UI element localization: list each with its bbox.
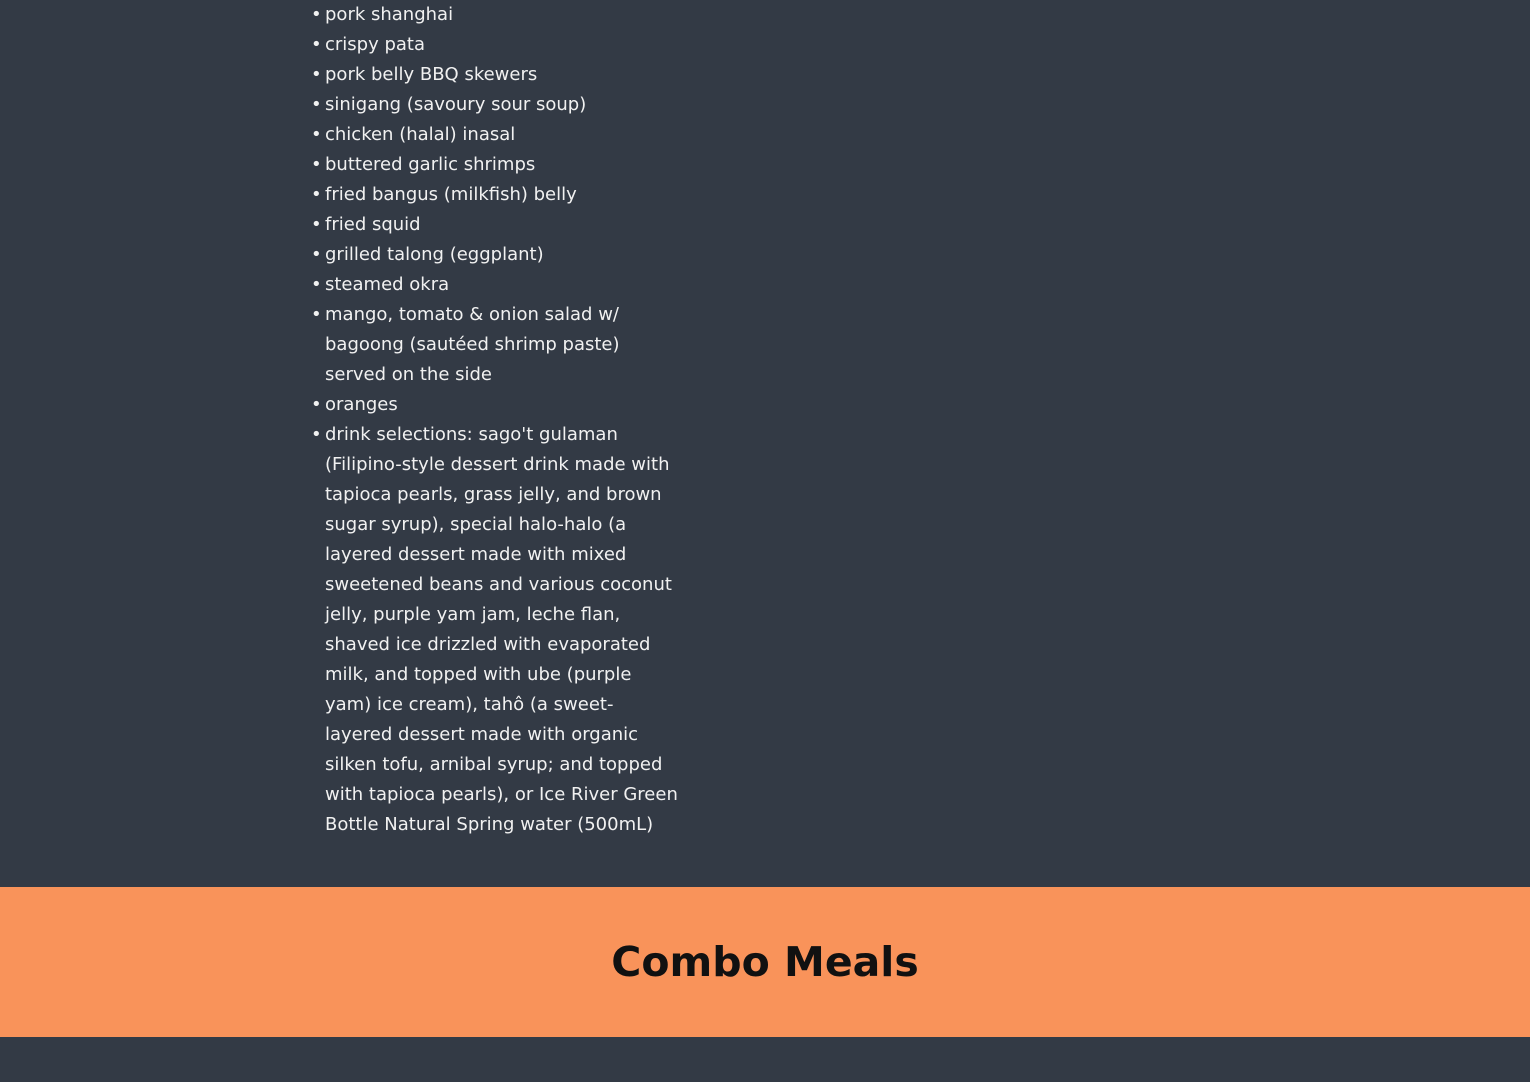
menu-item-fried-squid: [309, 210, 679, 240]
combo-meals-heading: Combo Meals: [611, 937, 919, 986]
menu-item-chicken-inasal: [309, 120, 679, 150]
menu-item-mango-salad: [309, 300, 679, 390]
menu-item-drink-selections: [309, 420, 679, 840]
bullet-icon: •: [311, 154, 322, 175]
menu-item-pork-shanghai: [309, 0, 679, 30]
menu-item-list: [309, 0, 679, 840]
bullet-icon: •: [311, 34, 322, 55]
combo-meals-banner: [0, 887, 1530, 1037]
bullet-icon: •: [311, 244, 322, 265]
menu-item-oranges: [309, 390, 679, 420]
menu-item-label: buttered garlic shrimps: [325, 154, 536, 175]
menu-item-label: drink selections: sago't gulaman (Filipino-style dessert drink made with tapioca pearls, grass jelly, and brown sugar syrup), special halo-halo (a layered dessert made with mixed sweetened beans and various coconut jelly, purple yam jam, leche flan, shaved ice drizzled with evaporated milk, and topped with ube (purple yam) ice cream), tahô (a sweet-layered dessert made with organic silken tofu, arnibal syrup; and topped with tapioca pearls), or Ice River Green Bottle Natural Spring water (500mL): [325, 424, 678, 835]
menu-item-label: steamed okra: [325, 274, 450, 295]
menu-item-crispy-pata: [309, 30, 679, 60]
menu-item-label: fried bangus (milkfish) belly: [325, 184, 577, 205]
bullet-icon: •: [311, 64, 322, 85]
menu-item-label: sinigang (savoury sour soup): [325, 94, 587, 115]
bullet-icon: •: [311, 184, 322, 205]
menu-item-pork-belly-bbq-skewers: [309, 60, 679, 90]
menu-item-label: crispy pata: [325, 34, 426, 55]
menu-item-sinigang: [309, 90, 679, 120]
menu-item-label: grilled talong (eggplant): [325, 244, 544, 265]
menu-item-label: fried squid: [325, 214, 421, 235]
bullet-icon: •: [311, 394, 322, 415]
bullet-icon: •: [311, 304, 322, 325]
menu-item-label: pork shanghai: [325, 4, 454, 25]
menu-item-buttered-garlic-shrimps: [309, 150, 679, 180]
menu-item-label: mango, tomato & onion salad w/ bagoong (sautéed shrimp paste) served on the side: [325, 304, 620, 385]
menu-item-steamed-okra: [309, 270, 679, 300]
menu-item-grilled-talong: [309, 240, 679, 270]
bullet-icon: •: [311, 274, 322, 295]
menu-item-label: chicken (halal) inasal: [325, 124, 516, 145]
next-section-strip: [0, 1037, 1530, 1082]
bullet-icon: •: [311, 4, 322, 25]
menu-item-fried-bangus-belly: [309, 180, 679, 210]
bullet-icon: •: [311, 214, 322, 235]
bullet-icon: •: [311, 124, 322, 145]
bullet-icon: •: [311, 94, 322, 115]
bullet-icon: •: [311, 424, 322, 445]
menu-item-label: pork belly BBQ skewers: [325, 64, 538, 85]
menu-item-label: oranges: [325, 394, 398, 415]
